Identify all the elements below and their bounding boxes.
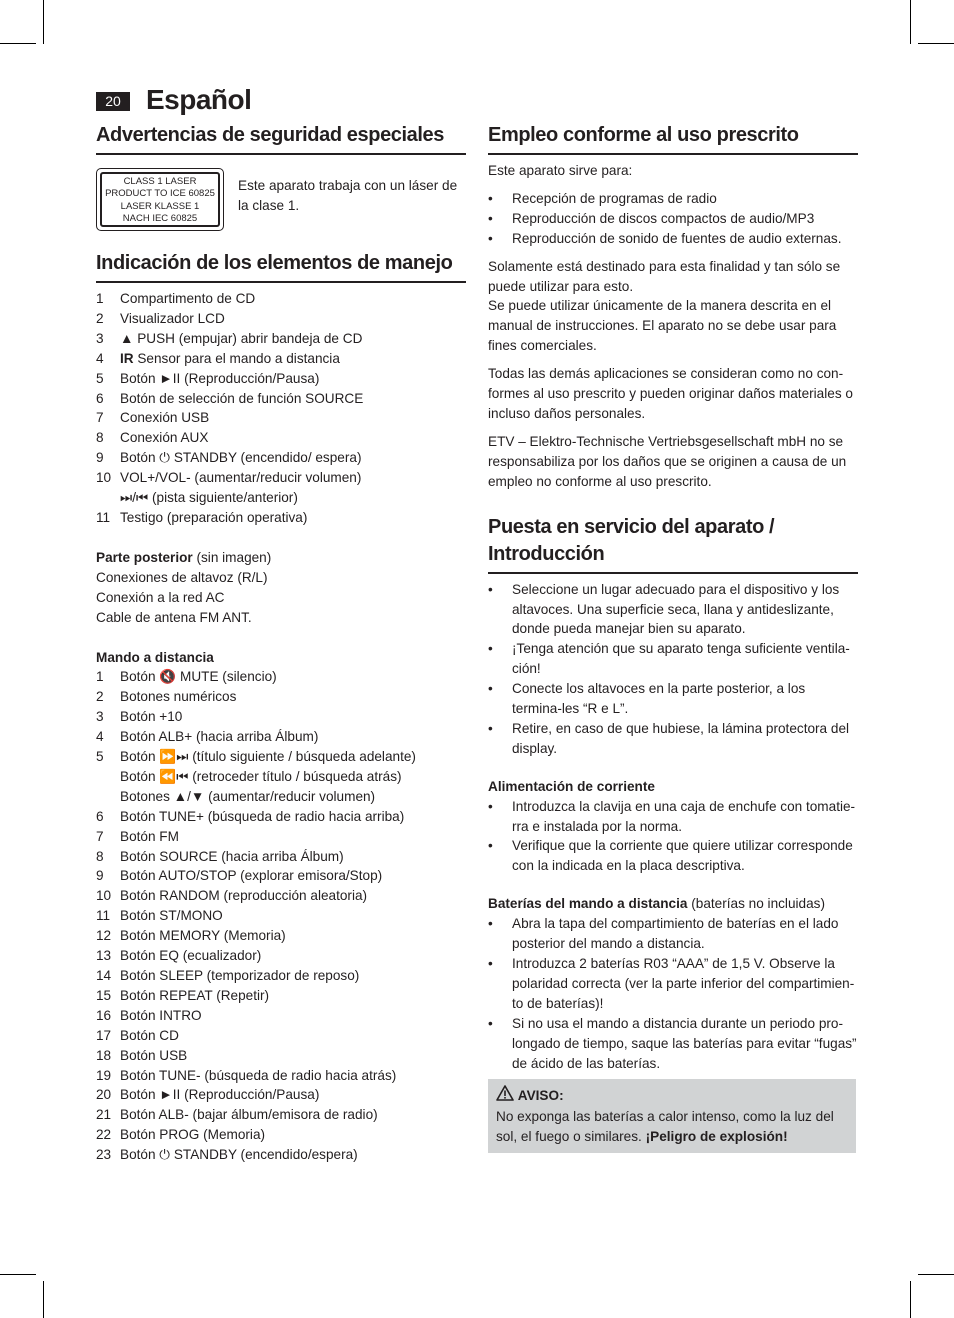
controls-list (96, 289, 466, 528)
list-item: 8 Botón SOURCE (hacia arriba Álbum) (96, 848, 344, 864)
list-item: 10 VOL+/VOL- (aumentar/reducir volumen) (96, 470, 362, 486)
list-item: 8 Conexión AUX (96, 430, 209, 446)
list-item: 5 Botón ⏩⏭ (título siguiente / búsqueda adelante) (96, 749, 416, 765)
list-item: 15 Botón REPEAT (Repetir) (96, 987, 270, 1003)
list-item: 9 Botón AUTO/STOP (explorar emisora/Stop) (96, 868, 383, 884)
list-item: 11 Botón ST/MONO (96, 908, 223, 924)
list-item: 3 ▲ PUSH (empujar) abrir bandeja de CD (96, 330, 363, 346)
battery-heading (488, 894, 858, 914)
list-item: 6 Botón de selección de función SOURCE (96, 390, 364, 406)
section-title-safety: Advertencias de seguridad especiales (96, 122, 466, 155)
section-title-use: Empleo conforme al uso prescrito (488, 122, 858, 155)
section-title-controls: Indicación de los elementos de manejo (96, 250, 466, 283)
laser-label-line: NACH IEC 60825 (122, 212, 198, 224)
list-item: 3 Botón +10 (96, 709, 183, 725)
warning-title: AVISO: (517, 1088, 564, 1104)
crop-mark (910, 1281, 911, 1318)
battery-list (488, 914, 858, 1073)
crop-mark (0, 1274, 36, 1275)
battery-note: (baterías no incluidas) (687, 896, 825, 912)
list-item: • Seleccione un lugar adecuado para el dispositivo y los altavoces. Una superficie seca, llana y antideslizante, donde pueda manejar bien su aparato. (488, 580, 858, 640)
list-item: • Conecte los altavoces en la parte posterior, a los termina-les “R e L”. (488, 679, 858, 719)
laser-label-text (100, 172, 220, 227)
laser-block (96, 168, 466, 231)
list-item: 5 Botón ►II (Reproducción/Pausa) (96, 370, 320, 386)
warning-text: No exponga las baterías a calor intenso, como la luz del sol, el fuego o similares. (496, 1109, 834, 1145)
crop-mark (0, 43, 36, 44)
crop-mark (918, 1274, 954, 1275)
list-item: 10 Botón RANDOM (reproducción aleatoria) (96, 888, 368, 904)
paragraph: Todas las demás aplicaciones se consideran como no con-formes al uso prescrito y pueden originar daños materiales o incluso daños personales. (488, 366, 853, 421)
page-title: Español (146, 84, 252, 115)
paragraph: Solamente está destinado para esta finalidad y tan sólo se puede utilizar para esto. (488, 258, 841, 294)
list-item: 9 Botón ⏻ STANDBY (encendido/ espera) (96, 450, 362, 466)
list-item: Botón ⏪⏮ (retroceder título / búsqueda atrás) (120, 768, 402, 784)
list-item: 18 Botón USB (96, 1047, 188, 1063)
rear-panel-block (96, 548, 466, 628)
right-column (488, 122, 858, 1153)
list-item: • Verifique que la corriente que quiere utilizar corresponde con la indicada en la placa descriptiva. (488, 836, 858, 876)
list-item: • Retire, en caso de que hubiese, la lámina protectora del display. (488, 719, 858, 759)
list-item: 4 IR Sensor para el mando a distancia (96, 350, 340, 366)
list-item: 1 Botón 🔇 MUTE (silencio) (96, 669, 277, 685)
list-item: 2 Botones numéricos (96, 689, 237, 705)
paragraph: ETV – Elektro-Technische Vertriebsgesellschaft mbH no se responsabiliza por los daños que se originen a causa de un empleo no conforme al uso prescrito. (488, 433, 847, 489)
list-item: 6 Botón TUNE+ (búsqueda de radio hacia arriba) (96, 808, 405, 824)
list-item: 7 Botón FM (96, 828, 179, 844)
warning-box (488, 1079, 856, 1153)
list-item: 17 Botón CD (96, 1027, 179, 1043)
laser-label-line: LASER KLASSE 1 (120, 200, 200, 212)
list-item: 16 Botón INTRO (96, 1007, 202, 1023)
eject-icon: ▲ (120, 330, 138, 346)
laser-class-label (96, 168, 224, 231)
list-item: • Reproducción de discos compactos de audio/MP3 (488, 209, 858, 229)
remote-title: Mando a distancia (96, 649, 214, 665)
list-item: • Introduzca la clavija en una caja de enchufe con tomatie-rra e instalada por la norma. (488, 797, 858, 837)
page-number: 20 (96, 92, 130, 111)
warning-strong: ¡Peligro de explosión! (645, 1129, 788, 1145)
list-item: 2 Visualizador LCD (96, 310, 225, 326)
list-item: 12 Botón MEMORY (Memoria) (96, 928, 286, 944)
startup-list (488, 580, 858, 759)
rear-title: Parte posterior (96, 549, 193, 565)
list-item: 23 Botón ⏻ STANDBY (encendido/espera) (96, 1147, 358, 1163)
paragraph: Se puede utilizar únicamente de la manera descrita en el manual de instrucciones. El aparato no se debe usar para fines comerciales. (488, 298, 837, 354)
list-item: 13 Botón EQ (ecualizador) (96, 948, 262, 964)
rear-line: Cable de antena FM ANT. (96, 609, 252, 625)
rear-line: Conexiones de altavoz (R/L) (96, 569, 268, 585)
list-item: • Si no usa el mando a distancia durante un periodo pro-longado de tiempo, saque las baterías para evitar “fugas” de ácido de las baterías. (488, 1014, 858, 1074)
list-item: 19 Botón TUNE- (búsqueda de radio hacia atrás) (96, 1067, 397, 1083)
crop-mark (43, 0, 44, 44)
use-intro: Este aparato sirve para: (488, 163, 633, 178)
laser-label-line: CLASS 1 LASER (123, 176, 197, 187)
list-item: 4 Botón ALB+ (hacia arriba Álbum) (96, 729, 319, 745)
list-item: • Introduzca 2 baterías R03 “AAA” de 1,5 V. Observe la polaridad correcta (ver la parte inferior del compartimien-to de baterías)! (488, 954, 858, 1014)
list-item: 11 Testigo (preparación operativa) (96, 509, 308, 525)
section-title-startup: Puesta en servicio del aparato / Introducción (488, 514, 858, 574)
crop-mark (918, 43, 954, 44)
power-title: Alimentación de corriente (488, 778, 655, 794)
laser-text: Este aparato trabaja con un láser de la clase 1. (238, 178, 458, 213)
list-item: Botones ▲/▼ (aumentar/reducir volumen) (120, 788, 376, 804)
rear-note: (sin imagen) (192, 549, 272, 565)
list-item: 20 Botón ►II (Reproducción/Pausa) (96, 1087, 320, 1103)
left-column (96, 122, 466, 1165)
list-item: 1 Compartimento de CD (96, 291, 256, 306)
list-item: 14 Botón SLEEP (temporizador de reposo) (96, 968, 360, 983)
list-item: ⏭/⏮ (pista siguiente/anterior) (120, 490, 298, 506)
warning-icon (496, 1085, 514, 1107)
crop-mark (43, 1281, 44, 1318)
list-item: 21 Botón ALB- (bajar álbum/emisora de radio) (96, 1107, 378, 1123)
crop-mark (910, 0, 911, 44)
power-list (488, 797, 858, 877)
laser-label-line: PRODUCT TO ICE 60825 (105, 188, 215, 200)
list-item: 7 Conexión USB (96, 410, 210, 426)
use-list (488, 189, 858, 249)
battery-title: Baterías del mando a distancia (488, 896, 688, 912)
rear-line: Conexión a la red AC (96, 589, 225, 605)
list-item: • Reproducción de sonido de fuentes de audio externas. (488, 229, 858, 249)
list-item: • Abra la tapa del compartimiento de baterías en el lado posterior del mando a distancia. (488, 914, 858, 954)
list-item: • Recepción de programas de radio (488, 189, 858, 209)
list-item: 22 Botón PROG (Memoria) (96, 1127, 266, 1143)
remote-list (96, 667, 466, 1165)
list-item: • ¡Tenga atención que su aparato tenga suficiente ventila-ción! (488, 639, 858, 679)
